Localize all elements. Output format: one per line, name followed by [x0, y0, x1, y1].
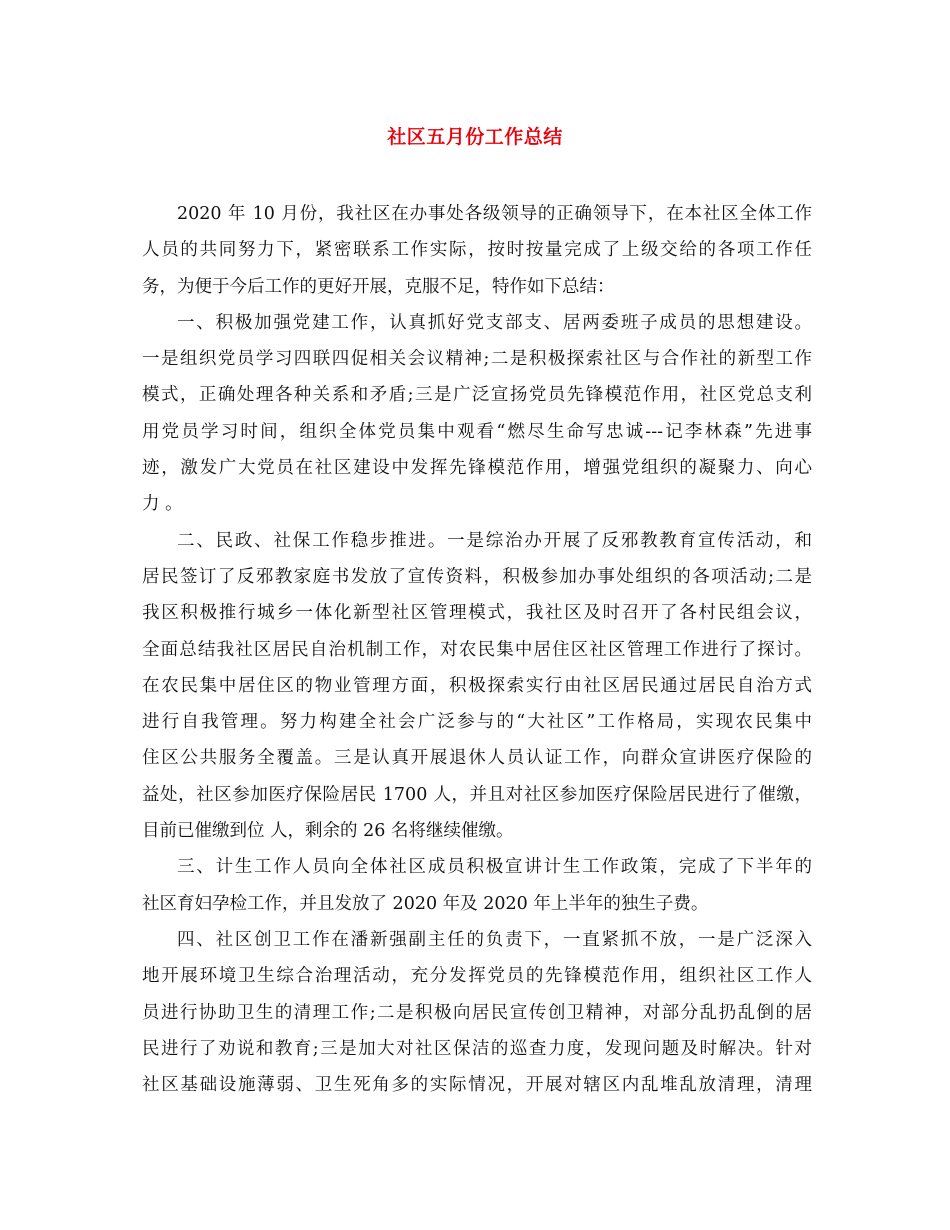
paragraph-line: 进行自我管理。努力构建全社会广泛参与的“大社区”工作格局，实现农民集中 — [142, 712, 812, 733]
paragraph-line: 一、积极加强党建工作，认真抓好党支部支、居两委班子成员的思想建设。 — [177, 312, 812, 333]
paragraph-line: 二、民政、社保工作稳步推进。一是综治办开展了反邪教教育宣传活动，和 — [177, 530, 812, 551]
paragraph-line: 员进行协助卫生的清理工作;二是积极向居民宣传创卫精神，对部分乱扔乱倒的居 — [142, 1002, 812, 1023]
paragraph-line: 四、社区创卫工作在潘新强副主任的负责下，一直紧抓不放，一是广泛深入 — [177, 929, 812, 950]
paragraph-line: 民进行了劝说和教育;三是加大对社区保洁的巡查力度，发现问题及时解决。针对 — [142, 1038, 812, 1059]
paragraph-line: 目前已催缴到位 人，剩余的 26 名将继续催缴。 — [142, 821, 514, 842]
paragraph-line: 地开展环境卫生综合治理活动，充分发挥党员的先锋模范作用，组织社区工作人 — [142, 966, 812, 987]
paragraph-line: 住区公共服务全覆盖。三是认真开展退休人员认证工作，向群众宣讲医疗保险的 — [142, 748, 812, 769]
paragraph-line: 居民签订了反邪教家庭书发放了宣传资料，积极参加办事处组织的各项活动;二是 — [142, 566, 812, 587]
paragraph-line: 社区育妇孕检工作，并且发放了 2020 年及 2020 年上半年的独生子费。 — [142, 893, 709, 914]
document-body — [142, 196, 812, 1103]
paragraph-line: 模式，正确处理各种关系和矛盾;三是广泛宣扬党员先锋模范作用，社区党总支利 — [142, 385, 812, 406]
paragraph-line: 一是组织党员学习四联四促相关会议精神;二是积极探索社区与合作社的新型工作 — [142, 349, 812, 370]
paragraph-line: 务，为便于今后工作的更好开展，克服不足，特作如下总结： — [142, 276, 615, 297]
paragraph-line: 我区积极推行城乡一体化新型社区管理模式，我社区及时召开了各村民组会议， — [142, 603, 812, 624]
paragraph-line: 人员的共同努力下，紧密联系工作实际，按时按量完成了上级交给的各项工作任 — [142, 240, 812, 261]
paragraph-line: 益处，社区参加医疗保险居民 1700 人，并且对社区参加医疗保险居民进行了催缴， — [142, 784, 812, 805]
paragraph-line: 全面总结我社区居民自治机制工作，对农民集中居住区社区管理工作进行了探讨。 — [142, 639, 812, 660]
paragraph-line: 在农民集中居住区的物业管理方面，积极探索实行由社区居民通过居民自治方式 — [142, 675, 812, 696]
paragraph-line: 力 。 — [142, 494, 183, 515]
paragraph-line: 用党员学习时间，组织全体党员集中观看“燃尽生命写忠诚---记李林森”先进事 — [142, 421, 812, 442]
paragraph-line: 社区基础设施薄弱、卫生死角多的实际情况，开展对辖区内乱堆乱放清理，清理 — [142, 1075, 812, 1096]
paragraph-line: 2020 年 10 月份，我社区在办事处各级领导的正确领导下，在本社区全体工作 — [177, 204, 812, 224]
paragraph-line: 迹，激发广大党员在社区建设中发挥先锋模范作用，增强党组织的凝聚力、向心 — [142, 458, 812, 479]
document-title: 社区五月份工作总结 — [387, 126, 563, 148]
paragraph-line: 三、计生工作人员向全体社区成员积极宣讲计生工作政策，完成了下半年的 — [177, 857, 812, 878]
